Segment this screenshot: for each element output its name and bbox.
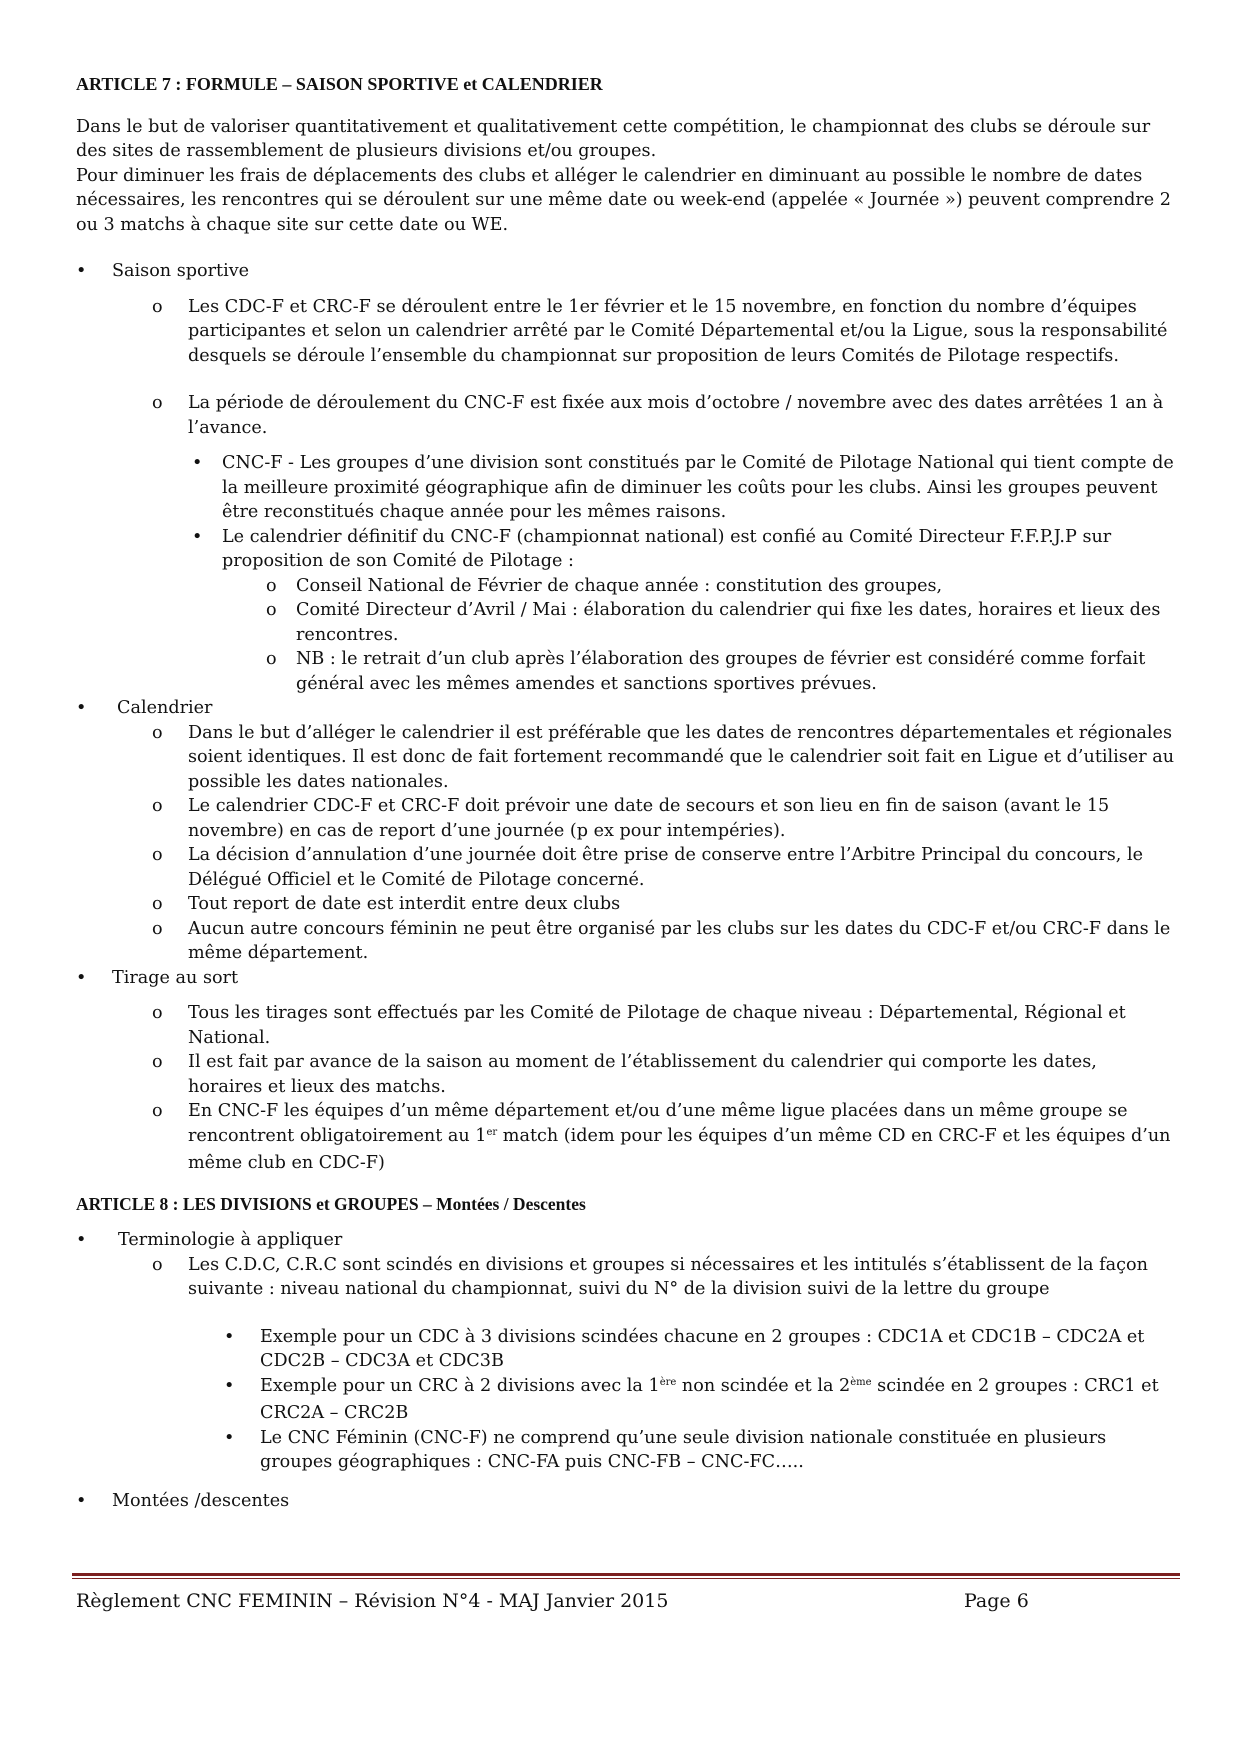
- circle-bullet-icon: o: [152, 845, 163, 865]
- calendrier-item-1: [76, 721, 1176, 795]
- bullet-icon: •: [76, 261, 87, 281]
- terminologie-example-1: [76, 1325, 1176, 1374]
- circle-bullet-icon: o: [152, 1254, 163, 1275]
- bullet-icon: •: [76, 1230, 87, 1250]
- saison-sub-subitem-2: [76, 598, 1176, 647]
- circle-bullet-icon: o: [152, 918, 163, 939]
- saison-subitem-1: [76, 451, 1176, 525]
- circle-bullet-icon: o: [152, 1101, 163, 1121]
- saison-subtext-2: Le calendrier définitif du CNC-F (championnat national) est confié au Comité Directeur F.F.P.J.P sur proposition de son Comité de Pilotage :: [222, 526, 1112, 571]
- saison-text-2: La période de déroulement du CNC-F est fixée aux mois d’octobre / novembre avec des dates arrêtées 1 an à l’avance.: [188, 393, 1164, 438]
- terminologie-text-1: Les C.D.C, C.R.C sont scindés en divisions et groupes si nécessaires et les intitulés s’établissent de la façon suivante : niveau national du championnat, suivi du N° de la division suivi de la lettre du groupe: [188, 1254, 1148, 1299]
- footer-rule: [72, 1573, 1180, 1576]
- list-item-tirage: [76, 966, 1176, 991]
- terminologie-example-2: [76, 1374, 1176, 1426]
- bullet-icon: •: [192, 526, 203, 547]
- circle-bullet-icon: o: [152, 722, 163, 743]
- calendrier-text-3: La décision d’annulation d’une journée doit être prise de conserve entre l’Arbitre Principal du concours, le Délégué Officiel et le Comité de Pilotage concerné.: [188, 845, 1144, 890]
- tirage-item-1: [76, 1001, 1176, 1050]
- calendrier-label: Calendrier: [117, 698, 213, 718]
- saison-subsub-text-2: Comité Directeur d’Avril / Mai : élaboration du calendrier qui fixe les dates, horaires et lieux des rencontres.: [296, 600, 1161, 645]
- example2-c: scindée en 2 groupes : CRC1 et CRC2A – CRC2B: [260, 1375, 1159, 1423]
- article7-paragraph-1: Dans le but de valoriser quantitativement et qualitativement cette compétition, le championnat des clubs se déroule sur des sites de rassemblement de plusieurs divisions et/ou groupes.: [76, 116, 1151, 161]
- page-number: Page 6: [964, 1590, 1029, 1612]
- terminologie-item-1: [76, 1253, 1176, 1302]
- bullet-icon: •: [224, 1326, 235, 1347]
- tirage-text-2: Il est fait par avance de la saison au moment de l’établissement du calendrier qui comporte les dates, horaires et lieux des matchs.: [188, 1052, 1097, 1097]
- circle-bullet-icon: o: [152, 1052, 163, 1072]
- montees-label: Montées /descentes: [112, 1490, 290, 1511]
- footer-title: Règlement CNC FEMININ – Révision N°4 - MAJ Janvier 2015: [76, 1590, 669, 1612]
- superscript: ère: [659, 1376, 677, 1388]
- saison-subsub-text-1: Conseil National de Février de chaque année : constitution des groupes,: [296, 575, 943, 596]
- circle-bullet-icon: o: [152, 894, 163, 914]
- tirage-text-3: [188, 1099, 1176, 1176]
- footer-rule-thin: [72, 1578, 1180, 1579]
- terminologie-example-text-2: [260, 1374, 1176, 1426]
- calendrier-item-4: [76, 892, 1176, 917]
- bullet-icon: •: [76, 698, 87, 718]
- saison-subitem-2: [76, 525, 1176, 574]
- superscript: er: [486, 1126, 498, 1138]
- saison-item-1: [76, 295, 1176, 369]
- calendrier-text-2: Le calendrier CDC-F et CRC-F doit prévoir une date de secours et son lieu en fin de saison (avant le 15 novembre) en cas de report d’une journée (p ex pour intempéries).: [188, 796, 1110, 841]
- bullet-icon: •: [76, 967, 87, 988]
- example2-b: non scindée et la 2: [676, 1375, 851, 1396]
- circle-bullet-icon: o: [152, 393, 163, 413]
- list-item-terminologie: [76, 1228, 1176, 1253]
- saison-sub-subitem-1: [76, 574, 1176, 599]
- tirage-text-3b: match (idem pour les équipes d’un même CD en CRC-F et les équipes d’un même club en CDC-F): [188, 1125, 1171, 1173]
- circle-bullet-icon: o: [266, 600, 277, 620]
- article8-heading: ARTICLE 8 : LES DIVISIONS et GROUPES – Montées / Descentes: [76, 1193, 586, 1214]
- circle-bullet-icon: o: [266, 649, 277, 669]
- list-item-saison: [76, 259, 1176, 284]
- terminologie-example-text-3: Le CNC Féminin (CNC-F) ne comprend qu’une seule division nationale constituée en plusieurs groupes géographiques : CNC-FA puis CNC-FB – CNC-FC…..: [260, 1427, 1107, 1472]
- calendrier-text-4: Tout report de date est interdit entre deux clubs: [188, 894, 621, 914]
- article7-heading: ARTICLE 7 : FORMULE – SAISON SPORTIVE et CALENDRIER: [76, 74, 603, 94]
- list-item-montees: [76, 1489, 1176, 1514]
- circle-bullet-icon: o: [266, 575, 277, 596]
- terminologie-label: Terminologie à appliquer: [118, 1230, 343, 1250]
- example2-a: Exemple pour un CRC à 2 divisions avec la 1: [260, 1375, 660, 1396]
- bullet-icon: •: [192, 453, 203, 473]
- saison-subtext-1: CNC-F - Les groupes d’une division sont constitués par le Comité de Pilotage National qui tient compte de la meilleure proximité géographique afin de diminuer les coûts pour les clubs. Ainsi les groupes peuvent être reconstitués chaque année pour les mêmes raisons.: [222, 453, 1174, 522]
- circle-bullet-icon: o: [152, 296, 163, 317]
- list-item-calendrier: [76, 696, 1176, 721]
- calendrier-text-5: Aucun autre concours féminin ne peut être organisé par les clubs sur les dates du CDC-F et/ou CRC-F dans le même département.: [188, 918, 1171, 963]
- bullet-icon: •: [224, 1427, 235, 1448]
- terminologie-example-3: [76, 1426, 1176, 1475]
- calendrier-item-2: [76, 794, 1176, 843]
- document-body: [76, 72, 1176, 1513]
- calendrier-text-1: Dans le but d’alléger le calendrier il est préférable que les dates de rencontres départementales et régionales soient identiques. Il est donc de fait fortement recommandé que le calendrier soit fait en Ligue et d’utiliser au possible les dates nationales.: [188, 722, 1175, 792]
- bullet-icon: •: [76, 1490, 87, 1511]
- calendrier-item-3: [76, 843, 1176, 892]
- tirage-text-3a: En CNC-F les équipes d’un même département et/ou d’une même ligue placées dans un même groupe se rencontrent obligatoirement au 1: [188, 1101, 1128, 1146]
- circle-bullet-icon: o: [152, 1003, 163, 1023]
- tirage-item-3: [76, 1099, 1176, 1176]
- bullet-icon: •: [224, 1375, 235, 1396]
- tirage-label: Tirage au sort: [112, 967, 239, 988]
- saison-text-1: Les CDC-F et CRC-F se déroulent entre le 1er février et le 15 novembre, en fonction du nombre d’équipes participantes et selon un calendrier arrêté par le Comité Départemental et/ou la Ligue, sous la responsabilité desquels se déroule l’ensemble du championnat sur proposition de leurs Comités de Pilotage respectifs.: [188, 296, 1168, 366]
- saison-sub-subitem-3: [76, 647, 1176, 696]
- tirage-text-1: Tous les tirages sont effectués par les Comité de Pilotage de chaque niveau : Départemental, Régional et National.: [188, 1003, 1126, 1048]
- tirage-item-2: [76, 1050, 1176, 1099]
- saison-label: Saison sportive: [112, 261, 250, 281]
- superscript: ème: [850, 1376, 872, 1388]
- article7-paragraph-2: Pour diminuer les frais de déplacements des clubs et alléger le calendrier en diminuant au possible le nombre de dates nécessaires, les rencontres qui se déroulent sur une même date ou week-end (appelée « Journée ») peuvent comprendre 2 ou 3 matchs à chaque site sur cette date ou WE.: [76, 165, 1171, 235]
- terminologie-example-text-1: Exemple pour un CDC à 3 divisions scindées chacune en 2 groupes : CDC1A et CDC1B – CDC2A et CDC2B – CDC3A et CDC3B: [260, 1326, 1145, 1371]
- saison-subsub-text-3: NB : le retrait d’un club après l’élaboration des groupes de février est considéré comme forfait général avec les mêmes amendes et sanctions sportives prévues.: [296, 649, 1146, 694]
- circle-bullet-icon: o: [152, 796, 163, 816]
- calendrier-item-5: [76, 917, 1176, 966]
- saison-item-2: [76, 391, 1176, 440]
